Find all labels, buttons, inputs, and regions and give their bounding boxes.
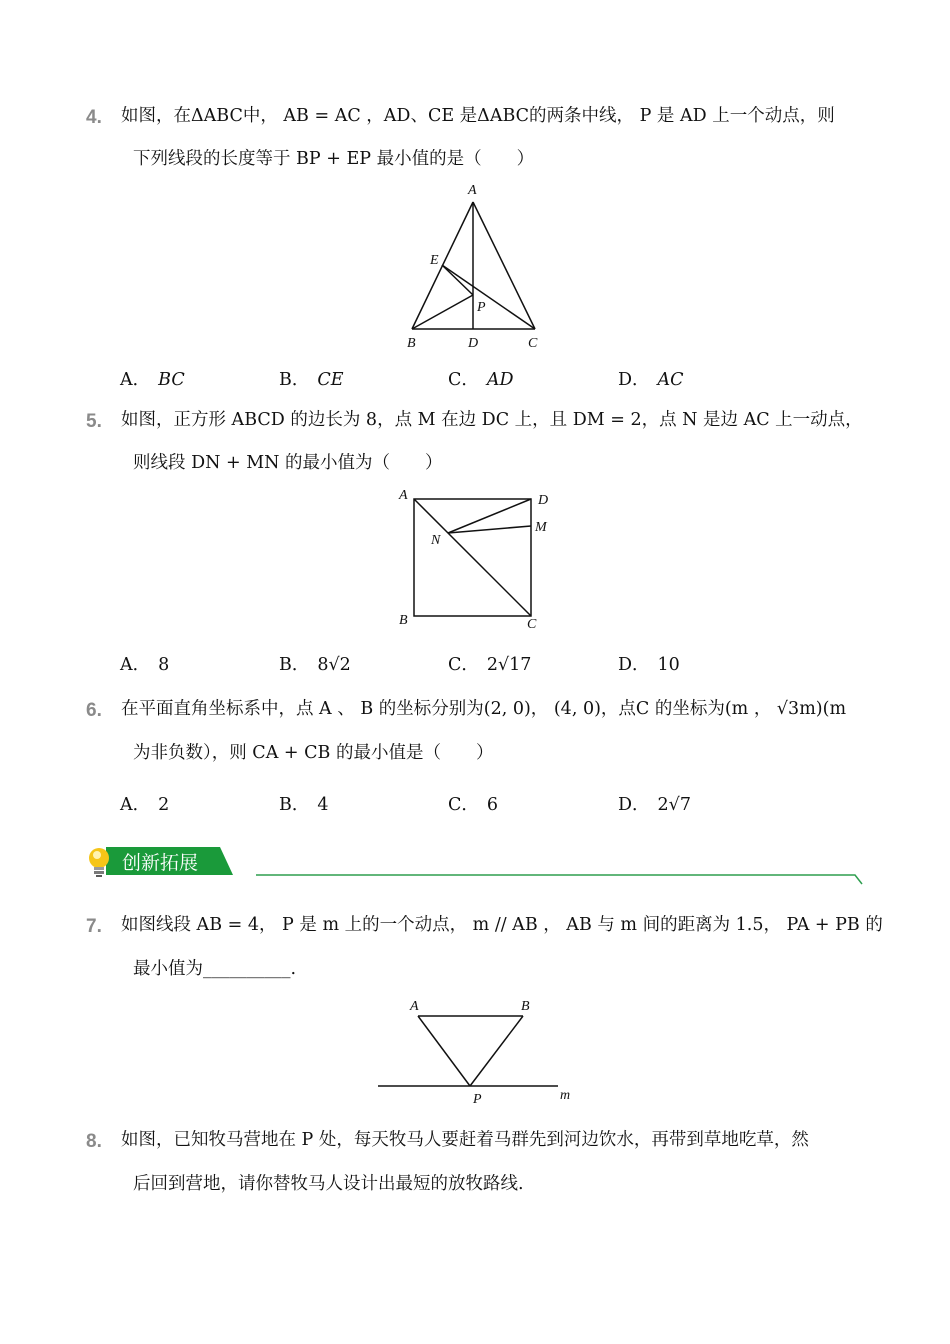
q4-option-b-text: CE [317,370,344,390]
q5-option-b[interactable] [279,651,351,676]
q6-option-b[interactable] [279,791,329,816]
q5-option-a-text: 8 [158,655,170,675]
q4-label-d: D [468,336,479,351]
q4-label-b: B [407,336,416,351]
q4-segment-ep [442,265,473,295]
q5-option-d-letter: D． [618,655,650,675]
q5-label-a: A [399,488,408,503]
q6-option-d-letter: D． [618,795,650,815]
q5-label-m: M [535,520,547,535]
q6-option-b-letter: B． [279,795,310,815]
q7-number: 7. [86,916,102,937]
q8-line1: 如图，已知牧马营地在 P 处，每天牧马人要赶着马群先到河边饮水，再带到草地吃草，然 [121,1130,809,1150]
q4-option-c[interactable] [448,366,514,391]
q8-line2: 后回到营地，请你替牧马人设计出最短的放牧路线. [133,1174,524,1194]
q7-line1: 如图线段 AB = 4， P 是 m 上的一个动点， m // AB ， AB 与 m 间的距离为 1.5， PA + PB 的 [121,915,883,935]
q5-square-figure [390,485,560,633]
q6-option-c-letter: C． [448,795,479,815]
q6-option-a[interactable] [120,791,169,816]
q4-number: 4. [86,107,102,128]
q6-number: 6. [86,700,102,721]
q7-line2: 最小值为__________. [133,959,297,979]
q5-segment-nd [448,499,531,533]
q5-label-c: C [527,617,537,632]
q5-option-b-letter: B． [279,655,310,675]
q7-label-m: m [560,1088,571,1103]
q4-line2: 下列线段的长度等于 BP + EP 最小值的是（ ） [133,149,535,169]
q5-number: 5. [86,411,102,432]
q4-label-c: C [528,336,538,351]
q5-option-d-text: 10 [657,655,680,675]
q5-segment-nm [448,526,531,533]
q4-segment-bp [412,295,473,329]
q5-option-c-text: 2√17 [486,655,532,675]
q6-option-c[interactable] [448,791,498,816]
q6-option-a-text: 2 [158,795,170,815]
q4-label-a: A [468,183,477,198]
q4-option-b-letter: B． [279,370,310,390]
q5-option-a-letter: A． [120,655,151,675]
q6-option-c-text: 6 [486,795,499,815]
q4-option-c-text: AD [486,370,514,390]
section-underline [256,875,862,884]
q5-label-b: B [399,613,408,628]
q5-label-d: D [538,493,549,508]
q7-label-p: P [473,1092,482,1107]
q4-label-p: P [477,300,486,315]
q4-label-e: E [430,253,439,268]
q6-option-a-letter: A． [120,795,151,815]
q8-number: 8. [86,1131,102,1152]
q4-option-a-letter: A． [120,370,151,390]
q5-option-c-letter: C． [448,655,479,675]
q7-label-a: A [410,999,419,1014]
section-banner [84,842,869,888]
q4-line1: 如图，在ΔABC中， AB = AC ，AD、CE 是ΔABC的两条中线， P 是 AD 上一个动点，则 [121,106,835,126]
q6-line2: 为非负数），则 CA + CB 的最小值是（ ） [133,743,494,763]
q5-option-d[interactable] [618,651,680,676]
q4-option-d[interactable] [618,366,684,391]
q6-line1: 在平面直角坐标系中，点 A 、 B 的坐标分别为(2, 0)， (4, 0)，点C 的坐标为(m ， √3m)(m [121,699,847,719]
q6-option-b-text: 4 [317,795,329,815]
q6-option-d-text: 2√7 [657,795,691,815]
q4-option-a[interactable] [120,366,185,391]
q5-option-a[interactable] [120,651,169,676]
q4-median-ce [442,265,535,329]
q7-segment-pa [418,1016,470,1086]
q5-line2: 则线段 DN + MN 的最小值为（ ） [133,453,443,473]
q5-option-c[interactable] [448,651,531,676]
q6-option-d[interactable] [618,791,691,816]
q4-option-b[interactable] [279,366,344,391]
q5-option-b-text: 8√2 [317,655,351,675]
q4-triangle-figure [400,178,550,353]
q5-diagonal-ac [414,499,531,616]
q5-line1: 如图，正方形 ABCD 的边长为 8，点 M 在边 DC 上，且 DM = 2，点 N 是边 AC 上一动点， [121,410,863,430]
q4-option-a-text: BC [158,370,185,390]
q7-segment-pb [470,1016,523,1086]
section-title: 创新拓展 [122,852,199,874]
q4-option-c-letter: C． [448,370,479,390]
q4-option-d-letter: D． [618,370,650,390]
q4-option-d-text: AC [657,370,684,390]
q7-figure [370,990,580,1108]
q7-label-b: B [521,999,530,1014]
q5-label-n: N [431,533,441,548]
